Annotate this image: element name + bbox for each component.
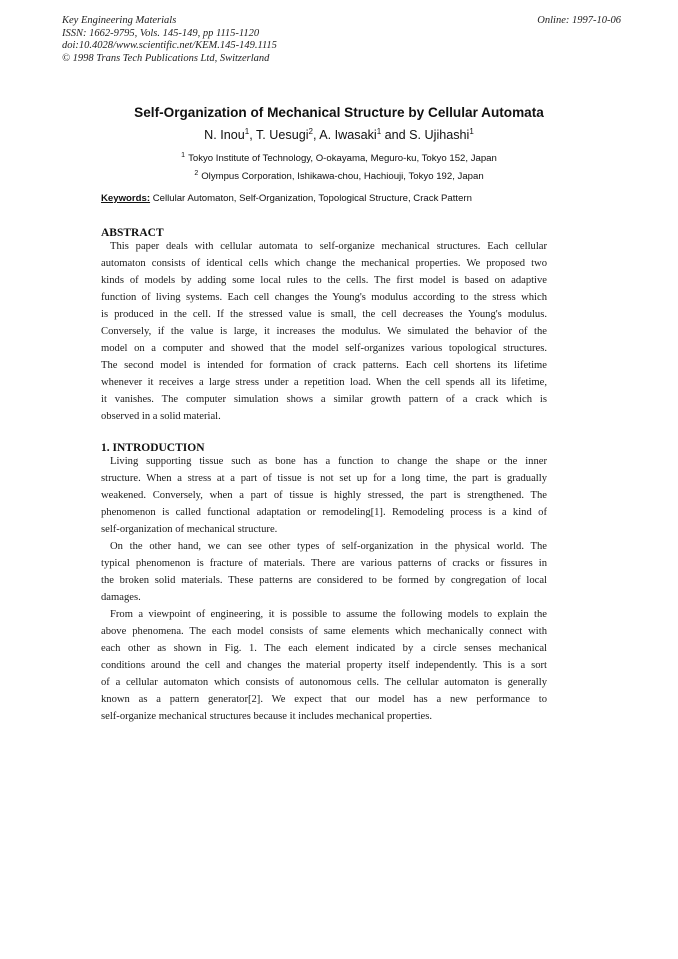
- issn-line: ISSN: 1662-9795, Vols. 145-149, pp 1115-1120: [62, 27, 260, 39]
- doi-line[interactable]: doi:10.4028/www.scientific.net/KEM.145-149.1115: [62, 40, 277, 52]
- intro-line: above phenomena. The each model consists of same elements which mechanically connect with: [101, 626, 547, 637]
- intro-line: self-organization of mechanical structure.: [101, 524, 278, 535]
- journal-header: [62, 15, 277, 65]
- intro-line: the broken solid materials. These patterns are considered to be formed by congregation of local: [101, 575, 547, 586]
- abstract-body: [101, 238, 547, 425]
- intro-line: of a cellular automaton which consists of autonomous cells. The cellular automaton is generally: [101, 677, 547, 688]
- author-name: N. Inou: [204, 128, 245, 142]
- affiliation-mark: 1: [181, 151, 186, 159]
- intro-line: self-organize mechanical structures because it includes mechanical properties.: [101, 711, 433, 722]
- paper-title: Self-Organization of Mechanical Structure by Cellular Automata: [134, 105, 544, 120]
- abstract-line: it vanishes. The computer simulation shows a similar growth pattern of a crack which is: [101, 394, 547, 405]
- affiliation-1: [0, 153, 678, 164]
- affiliation-text: Olympus Corporation, Ishikawa-chou, Hachiouji, Tokyo 192, Japan: [201, 171, 484, 182]
- abstract-line: This paper deals with cellular automata to self-organize mechanical structures. Each cellular: [110, 241, 547, 252]
- author-name: A. Iwasaki: [319, 128, 377, 142]
- copyright-line: © 1998 Trans Tech Publications Ltd, Switzerland: [62, 52, 270, 64]
- abstract-line: whenever it receives a large stress under a repetition load. When the cell spends all its lifetime,: [101, 377, 547, 388]
- affiliation-2: [0, 171, 678, 182]
- abstract-line: observed in a solid material.: [101, 411, 221, 422]
- intro-line: Living supporting tissue such as bone has a function to change the shape or the inner: [110, 456, 547, 467]
- affiliation-mark: 2: [194, 169, 199, 177]
- intro-line: conditions around the cell and changes the material property itself independently. This is a sort: [101, 660, 547, 671]
- intro-line: weakened. Conversely, when a part of tissue is highly stressed, the part is strengthened. The: [101, 490, 547, 501]
- abstract-heading: ABSTRACT: [101, 227, 164, 239]
- abstract-line: is produced in the cell. If the stressed value is small, the cell decreases the Young's modulus.: [101, 309, 547, 320]
- intro-line: known as a pattern generator[2]. We expect that our model has a new performance to: [101, 694, 547, 705]
- keywords-text: Cellular Automaton, Self-Organization, Topological Structure, Crack Pattern: [152, 193, 472, 204]
- abstract-line: kinds of models by adding some local rules to the cells. The first model is based on adaptive: [101, 275, 547, 286]
- abstract-line: Conversely, if the value is large, it increases the modulus. We simulated the behavior of the: [101, 326, 547, 337]
- intro-line: On the other hand, we can see other types of self-organization in the physical world. The: [110, 541, 547, 552]
- intro-line: structure. When a stress at a part of tissue is not set up for a long time, the part is gradually: [101, 473, 547, 484]
- intro-line: typical phenomenon is fracture of materials. There are various patterns of cracks or fissures in: [101, 558, 547, 569]
- author-affiliation-mark: 1: [244, 126, 250, 136]
- intro-line: damages.: [101, 592, 141, 603]
- introduction-heading: 1. INTRODUCTION: [101, 442, 205, 454]
- author-name: T. Uesugi: [256, 128, 309, 142]
- online-date: Online: 1997-10-06: [537, 15, 621, 26]
- author-list: [0, 128, 678, 142]
- keywords: [101, 193, 472, 204]
- author-name: S. Ujihashi: [409, 128, 470, 142]
- journal-name: Key Engineering Materials: [62, 15, 177, 26]
- author-affiliation-mark: 1: [376, 126, 382, 136]
- author-affiliation-mark: 1: [469, 126, 474, 136]
- author-affiliation-mark: 2: [308, 126, 313, 136]
- abstract-line: automaton consists of identical cells which change the mechanical properties. We proposed two: [101, 258, 547, 269]
- author-separator: ,: [312, 128, 320, 142]
- affiliation-text: Tokyo Institute of Technology, O-okayama, Meguro-ku, Tokyo 152, Japan: [188, 153, 497, 164]
- keywords-label: Keywords:: [101, 193, 151, 204]
- introduction-body: [101, 453, 547, 725]
- abstract-line: The second model is intended for formation of crack patterns. Each cell shortens its lifetime: [101, 360, 547, 371]
- intro-line: each other as shown in Fig. 1. The each element indicated by a circle senses mechanical: [101, 643, 547, 654]
- author-separator: and: [381, 128, 410, 142]
- abstract-line: model on a computer and showed that the model self-organizes various topological structures.: [101, 343, 547, 354]
- abstract-line: function of living systems. Each cell changes the Young's modulus according to the stress which: [101, 292, 547, 303]
- intro-line: phenomenon is called functional adaptation or remodeling[1]. Remodeling process is a kind of: [101, 507, 547, 518]
- author-separator: ,: [249, 128, 257, 142]
- intro-line: From a viewpoint of engineering, it is possible to assume the following models to explain the: [110, 609, 547, 620]
